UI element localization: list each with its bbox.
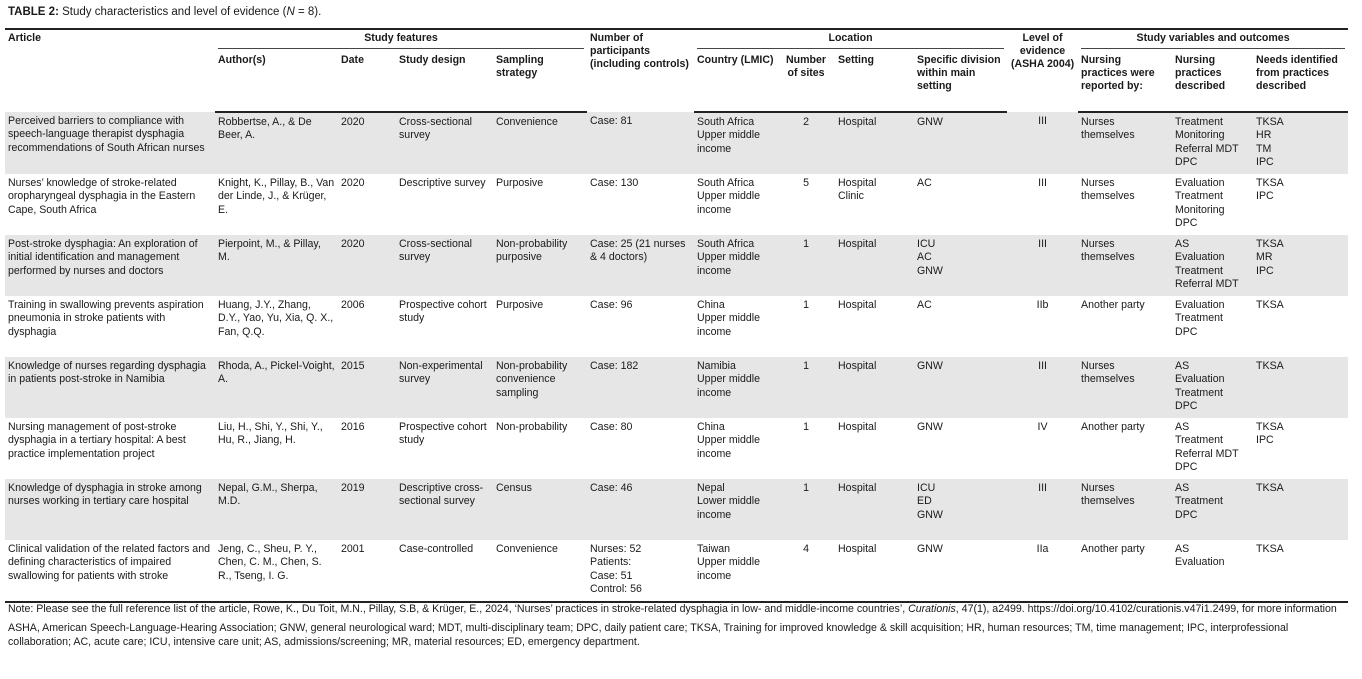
table-label: TABLE 2: <box>8 6 59 18</box>
cell-needs <box>1253 540 1348 602</box>
needs-item: TKSA <box>1256 482 1284 494</box>
participants-item: Case: 96 <box>590 299 633 311</box>
cell-level: IV <box>1037 421 1048 433</box>
needs-item: MR <box>1256 251 1273 264</box>
setting-item: Hospital <box>838 543 877 555</box>
cell-country <box>694 296 777 357</box>
division-item: GNW <box>917 543 943 555</box>
needs-item: IPC <box>1256 156 1274 169</box>
cell-reported: Nurses themselves <box>1078 357 1172 418</box>
cell-country <box>694 418 777 479</box>
country-item: Upper middle income <box>697 190 761 216</box>
country-item: China <box>697 421 725 433</box>
country-item: South Africa <box>697 116 755 128</box>
cell-date: 2020 <box>338 235 396 296</box>
header-reported: Nursing practices were reported by: <box>1078 52 1172 112</box>
table-row <box>5 479 1348 540</box>
cell-described <box>1172 174 1253 235</box>
header-country: Country (LMIC) <box>694 52 777 112</box>
needs-item: IPC <box>1256 264 1274 277</box>
cell-needs <box>1253 235 1348 296</box>
participants-item: Case: 46 <box>590 482 633 494</box>
header-article: Article <box>5 29 215 112</box>
cell-country <box>694 479 777 540</box>
cell-reported: Nurses themselves <box>1081 177 1135 203</box>
cell-setting <box>835 112 914 174</box>
cell-date: 2016 <box>341 421 365 433</box>
country-item: Namibia <box>697 360 736 372</box>
cell-reported: Nurses themselves <box>1078 479 1172 540</box>
described-item: DPC <box>1175 217 1198 230</box>
described-item: AS <box>1175 482 1190 494</box>
cell-design: Descriptive survey <box>399 177 486 189</box>
described-item: Monitoring <box>1175 203 1225 216</box>
cell-division <box>914 540 1007 602</box>
described-item: Treatment <box>1175 386 1223 399</box>
table-row <box>5 174 1348 235</box>
header-sites: Number of sites <box>777 52 835 112</box>
cell-participants <box>587 296 694 357</box>
cell-described <box>1172 479 1253 540</box>
described-item: AS <box>1175 543 1190 555</box>
cell-sites: 1 <box>803 299 809 311</box>
cell-reported: Nurses themselves <box>1078 112 1172 174</box>
needs-item: IPC <box>1256 434 1274 447</box>
described-item: AS <box>1175 360 1190 372</box>
country-item: South Africa <box>697 238 755 250</box>
described-item: Referral MDT <box>1175 142 1239 155</box>
cell-article: Perceived barriers to compliance with speech-language therapist dysphagia recommendations of South African nurses <box>5 112 215 174</box>
participants-item: Patients: <box>590 556 632 569</box>
cell-article: Knowledge of dysphagia in stroke among nurses working in tertiary care hospital <box>5 479 215 540</box>
header-level: Level of evidence (ASHA 2004) <box>1007 29 1078 112</box>
described-item: Referral MDT <box>1175 278 1239 291</box>
participants-item: Nurses: 52 <box>590 543 642 555</box>
cell-sites: 1 <box>777 357 835 418</box>
cell-article: Nurses’ knowledge of stroke-related oropharyngeal dysphagia in the Eastern Cape, South Africa <box>8 177 196 216</box>
described-item: Evaluation <box>1175 556 1225 569</box>
division-item: AC <box>917 299 932 311</box>
table-row <box>5 296 1348 357</box>
cell-level: III <box>1007 235 1078 296</box>
cell-sampling: Purposive <box>496 299 544 311</box>
cell-date: 2006 <box>341 299 365 311</box>
cell-sampling: Non-probability purposive <box>493 235 587 296</box>
described-item: Treatment <box>1175 190 1223 203</box>
cell-level: III <box>1007 479 1078 540</box>
table-notes <box>8 603 1348 655</box>
setting-item: Hospital <box>838 482 877 494</box>
needs-item: TKSA <box>1256 543 1284 555</box>
setting-item: Hospital <box>838 360 877 372</box>
described-item: Treatment <box>1175 312 1223 325</box>
cell-design: Prospective cohort study <box>399 421 487 447</box>
cell-described <box>1172 540 1253 602</box>
cell-participants <box>587 418 694 479</box>
division-item: AC <box>917 177 932 189</box>
caption-n: N <box>286 6 295 18</box>
country-item: Upper middle income <box>697 556 761 582</box>
described-item: DPC <box>1175 325 1198 338</box>
cell-design: Cross-sectional survey <box>396 235 493 296</box>
described-item: Evaluation <box>1175 177 1225 189</box>
setting-item: Hospital <box>838 299 877 311</box>
country-item: Lower middle income <box>697 495 761 521</box>
cell-setting <box>835 296 914 357</box>
participants-item: Case: 81 <box>590 115 633 127</box>
cell-design: Case-controlled <box>396 540 493 602</box>
cell-needs <box>1253 174 1348 235</box>
cell-sampling: Convenience <box>493 540 587 602</box>
described-item: DPC <box>1175 461 1198 474</box>
cell-level: III <box>1007 357 1078 418</box>
cell-author: Knight, K., Pillay, B., Van der Linde, J., & Krüger, E. <box>218 177 335 216</box>
described-item: Evaluation <box>1175 251 1225 264</box>
country-item: Upper middle income <box>697 251 761 277</box>
cell-sites: 2 <box>777 112 835 174</box>
participants-item: Case: 80 <box>590 421 633 433</box>
cell-date: 2020 <box>341 177 365 189</box>
header-division: Specific division within main setting <box>914 52 1007 112</box>
division-item: GNW <box>917 508 943 521</box>
cell-needs <box>1253 357 1348 418</box>
cell-country <box>694 357 777 418</box>
cell-date: 2019 <box>338 479 396 540</box>
cell-country <box>694 235 777 296</box>
table-caption <box>8 6 321 18</box>
cell-author: Pierpoint, M., & Pillay, M. <box>215 235 338 296</box>
described-item: AS <box>1175 238 1190 250</box>
cell-sampling: Purposive <box>496 177 544 189</box>
country-item: Upper middle income <box>697 312 761 338</box>
cell-participants <box>587 112 694 174</box>
cell-participants <box>587 174 694 235</box>
cell-setting <box>835 174 914 235</box>
described-item: AS <box>1175 421 1190 433</box>
header-location: Location <box>694 29 1007 52</box>
cell-country <box>694 540 777 602</box>
header-sampling: Sampling strategy <box>493 52 587 112</box>
cell-date: 2020 <box>338 112 396 174</box>
cell-article: Nursing management of post-stroke dysphagia in a tertiary hospital: A best practice implementation project <box>8 421 186 460</box>
cell-setting <box>835 540 914 602</box>
cell-needs <box>1253 479 1348 540</box>
cell-needs <box>1253 296 1348 357</box>
header-author: Author(s) <box>215 52 338 112</box>
cell-participants <box>587 479 694 540</box>
setting-item: Hospital <box>838 421 877 433</box>
header-setting: Setting <box>835 52 914 112</box>
cell-author: Liu, H., Shi, Y., Shi, Y., Hu, R., Jiang, H. <box>218 421 323 447</box>
division-item: GNW <box>917 264 943 277</box>
cell-sites: 1 <box>803 421 809 433</box>
cell-date: 2001 <box>338 540 396 602</box>
cell-setting <box>835 479 914 540</box>
cell-sites: 1 <box>777 479 835 540</box>
described-item: DPC <box>1175 508 1198 521</box>
cell-design: Prospective cohort study <box>399 299 487 325</box>
division-item: ICU <box>917 238 936 250</box>
setting-item: Hospital <box>838 116 877 128</box>
cell-sites: 1 <box>777 235 835 296</box>
cell-division <box>914 174 1007 235</box>
described-item: Monitoring <box>1175 129 1225 142</box>
participants-item: Control: 56 <box>590 583 642 596</box>
described-item: DPC <box>1175 156 1198 169</box>
country-item: Upper middle income <box>697 373 761 399</box>
cell-division <box>914 357 1007 418</box>
division-item: ICU <box>917 482 936 494</box>
participants-item: Case: 51 <box>590 569 633 582</box>
cell-author: Nepal, G.M., Sherpa, M.D. <box>215 479 338 540</box>
cell-participants <box>587 235 694 296</box>
reference-note: Note: Please see the full reference list of the article, Rowe, K., Du Toit, M.N., Pillay, S.B, & Krüger, E., 2024, ‘Nurses’ practices in stroke-related dysphagia in low- and middle-income countries’, Curationis, 47(1), a2499. https://doi.org/10.4102/curationis.v47i1.2499, for more information <box>8 603 1337 615</box>
cell-division <box>914 235 1007 296</box>
country-item: South Africa <box>697 177 755 189</box>
cell-reported: Another party <box>1081 421 1145 433</box>
cell-article: Training in swallowing prevents aspiration pneumonia in stroke patients with dysphagia <box>8 299 204 338</box>
division-item: GNW <box>917 116 943 128</box>
described-item: Treatment <box>1175 495 1223 508</box>
cell-author: Rhoda, A., Pickel-Voight, A. <box>215 357 338 418</box>
cell-level: IIb <box>1036 299 1049 311</box>
division-item: GNW <box>917 421 943 433</box>
described-item: Evaluation <box>1175 373 1225 386</box>
cell-sampling: Convenience <box>493 112 587 174</box>
caption-text: Study characteristics and level of evidence ( <box>62 6 287 18</box>
header-variables: Study variables and outcomes <box>1078 29 1348 52</box>
cell-participants <box>587 540 694 602</box>
caption-eq: = 8). <box>294 6 322 18</box>
needs-item: HR <box>1256 129 1272 142</box>
header-participants: Number of participants (including controls) <box>587 29 694 112</box>
header-described: Nursing practices described <box>1172 52 1253 112</box>
cell-setting <box>835 235 914 296</box>
table-row <box>5 112 1348 174</box>
needs-item: TKSA <box>1256 421 1284 433</box>
cell-author: Huang, J.Y., Zhang, D.Y., Yao, Yu, Xia, Q. X., Fan, Q.Q. <box>218 299 334 338</box>
cell-reported: Another party <box>1081 299 1145 311</box>
needs-item: IPC <box>1256 190 1274 203</box>
cell-level: IIa <box>1007 540 1078 602</box>
described-item: Treatment <box>1175 434 1223 447</box>
cell-level: III <box>1038 177 1047 189</box>
cell-division <box>914 296 1007 357</box>
participants-item: Case: 130 <box>590 177 639 189</box>
cell-sites: 5 <box>803 177 809 189</box>
cell-described <box>1172 418 1253 479</box>
abbreviations-note: ASHA, American Speech-Language-Hearing Association; GNW, general neurological ward; MDT, multi-disciplinary team; DPC, daily patient care; TKSA, Training for improved knowledge & skill acquisition; HR, human resources; TM, time management; IPC, interprofessional collaboration; AC, acute care; ICU, intensive care unit; AS, admissions/screening; MR, material resources; ED, emergency department. <box>8 622 1289 648</box>
country-item: Upper middle income <box>697 434 761 460</box>
cell-setting <box>835 418 914 479</box>
table-row <box>5 540 1348 602</box>
cell-sites: 4 <box>777 540 835 602</box>
cell-needs <box>1253 418 1348 479</box>
described-item: Treatment <box>1175 116 1223 128</box>
study-table <box>5 28 1348 603</box>
cell-design: Non-experimental survey <box>396 357 493 418</box>
table-row <box>5 357 1348 418</box>
cell-design: Cross-sectional survey <box>396 112 493 174</box>
cell-setting <box>835 357 914 418</box>
setting-item: Clinic <box>838 190 864 203</box>
needs-item: TKSA <box>1256 360 1284 372</box>
cell-participants <box>587 357 694 418</box>
needs-item: TKSA <box>1256 299 1284 311</box>
cell-described <box>1172 112 1253 174</box>
cell-division <box>914 418 1007 479</box>
cell-described <box>1172 357 1253 418</box>
cell-article: Clinical validation of the related factors and defining characteristics of impaired swallowing for patients with stroke <box>5 540 215 602</box>
setting-item: Hospital <box>838 177 877 189</box>
division-item: AC <box>917 251 932 264</box>
participants-item: Case: 182 <box>590 360 639 372</box>
cell-level: III <box>1007 112 1078 174</box>
cell-described <box>1172 235 1253 296</box>
cell-country <box>694 174 777 235</box>
participants-item: Case: 25 (21 nurses & 4 doctors) <box>590 238 686 264</box>
cell-needs <box>1253 112 1348 174</box>
cell-sampling: Census <box>493 479 587 540</box>
cell-sampling: Non-probability convenience sampling <box>493 357 587 418</box>
needs-item: TKSA <box>1256 238 1284 250</box>
described-item: Referral MDT <box>1175 447 1239 460</box>
table-row <box>5 418 1348 479</box>
country-item: Upper middle income <box>697 129 761 155</box>
cell-article: Post-stroke dysphagia: An exploration of initial identification and management performed by nurses and doctors <box>5 235 215 296</box>
described-item: Evaluation <box>1175 299 1225 311</box>
needs-item: TM <box>1256 142 1272 155</box>
cell-article: Knowledge of nurses regarding dysphagia in patients post-stroke in Namibia <box>5 357 215 418</box>
header-design: Study design <box>396 52 493 112</box>
country-item: China <box>697 299 725 311</box>
cell-author: Jeng, C., Sheu, P. Y., Chen, C. M., Chen, S. R., Tseng, I. G. <box>215 540 338 602</box>
cell-division <box>914 479 1007 540</box>
cell-division <box>914 112 1007 174</box>
header-date: Date <box>338 52 396 112</box>
country-item: Taiwan <box>697 543 731 555</box>
country-item: Nepal <box>697 482 725 494</box>
cell-sampling: Non-probability <box>496 421 568 433</box>
table-row <box>5 235 1348 296</box>
described-item: Treatment <box>1175 264 1223 277</box>
header-needs: Needs identified from practices described <box>1253 52 1348 112</box>
needs-item: TKSA <box>1256 177 1284 189</box>
cell-design: Descriptive cross-sectional survey <box>396 479 493 540</box>
division-item: ED <box>917 495 932 508</box>
division-item: GNW <box>917 360 943 372</box>
cell-described <box>1172 296 1253 357</box>
cell-date: 2015 <box>338 357 396 418</box>
cell-country <box>694 112 777 174</box>
cell-reported: Another party <box>1078 540 1172 602</box>
cell-author: Robbertse, A., & De Beer, A. <box>215 112 338 174</box>
setting-item: Hospital <box>838 238 877 250</box>
cell-reported: Nurses themselves <box>1078 235 1172 296</box>
needs-item: TKSA <box>1256 116 1284 128</box>
header-study-features: Study features <box>215 29 587 52</box>
described-item: DPC <box>1175 400 1198 413</box>
